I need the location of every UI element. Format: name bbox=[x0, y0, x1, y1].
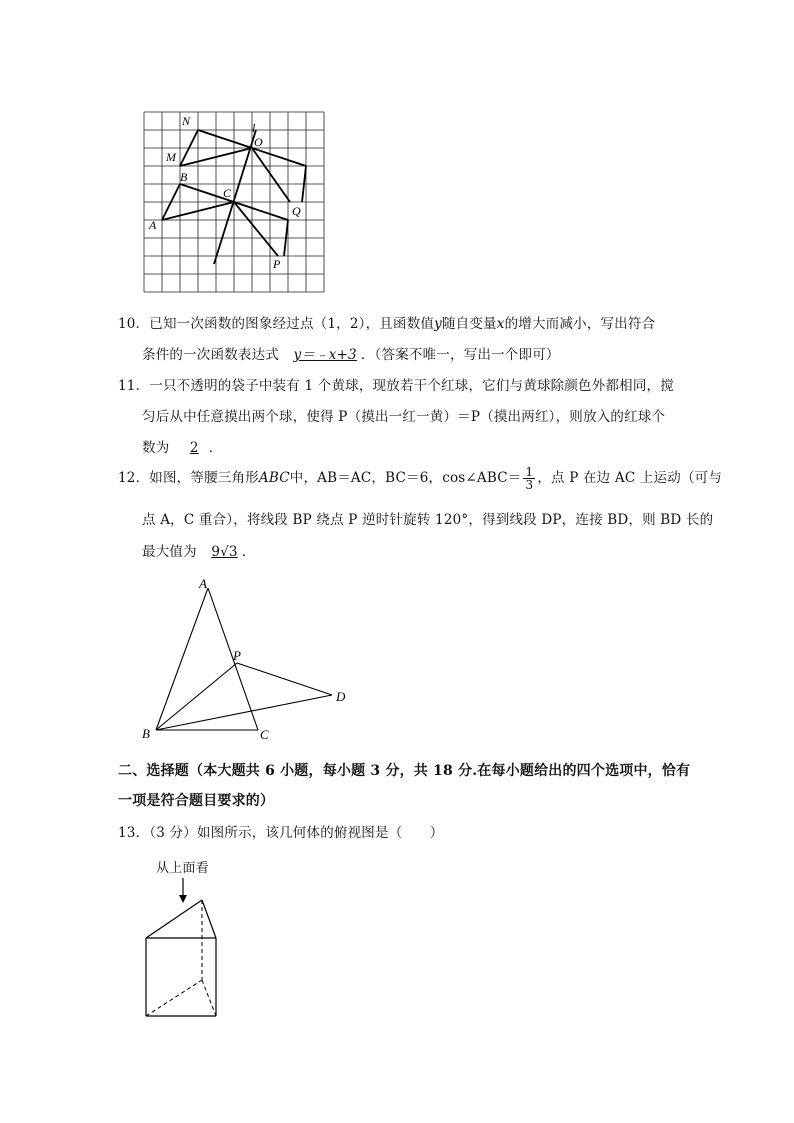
q11-line2: 匀后从中任意摸出两个球，使得 P（摸出一红一黄）＝P（摸出两红），则放入的红球个 bbox=[142, 409, 666, 425]
grid-figure bbox=[140, 108, 330, 294]
prism-figure bbox=[140, 876, 230, 1024]
label-C: C bbox=[260, 727, 269, 742]
label-D: D bbox=[336, 689, 346, 704]
triangle-segments bbox=[156, 588, 332, 730]
cos-fraction: $\frac{1}{3}$ bbox=[525, 465, 534, 492]
view-label: 从上面看 bbox=[156, 861, 209, 876]
label-P: P bbox=[233, 648, 241, 663]
label-M: M bbox=[166, 150, 176, 164]
q11-line3: 数为 2 ． bbox=[142, 440, 223, 456]
label-O: O bbox=[254, 135, 263, 149]
q11-answer: 2 bbox=[189, 440, 199, 456]
label-Q: Q bbox=[292, 204, 301, 218]
q13-text: 13．（3 分）如图所示，该几何体的俯视图是（ ） bbox=[118, 825, 444, 841]
label-l: l bbox=[252, 121, 256, 135]
label-N: N bbox=[182, 114, 191, 128]
q12-line3: 最大值为 9√3 ． bbox=[142, 544, 256, 560]
label-P: P bbox=[273, 257, 281, 271]
q12-line1: 12．如图，等腰三角形ABC中，AB＝AC，BC＝6，cos∠ABC＝ $\frac{1}{3}$ ，点 P 在边 AC 上运动（可与 bbox=[118, 465, 723, 492]
q11-line1: 11．一只不透明的袋子中装有 1 个黄球，现放若干个红球，它们与黄球除颜色外都相同，搅 bbox=[118, 378, 674, 394]
q12-answer: 9√3 bbox=[211, 544, 238, 560]
label-C: C bbox=[223, 186, 232, 200]
label-B: B bbox=[142, 726, 150, 741]
q10-line1: 10．已知一次函数的图象经过点（1，2），且函数值y随自变量x的增大而减小，写出符合 bbox=[118, 316, 656, 332]
q10-answer: y＝﹣x+3 bbox=[293, 347, 357, 363]
q10-line2: 条件的一次函数表达式 y＝﹣x+3 ．（答案不唯一，写出一个即可） bbox=[142, 347, 560, 363]
label-A: A bbox=[149, 218, 157, 232]
triangle-figure bbox=[136, 574, 356, 746]
arrow-head-icon bbox=[179, 895, 187, 903]
prism-hidden-edges bbox=[146, 900, 216, 1016]
section2-heading-line1: 二、选择题（本大题共 6 小题，每小题 3 分，共 18 分.在每小题给出的四个选项中，恰有 bbox=[118, 763, 691, 779]
q12-line2: 点 A，C 重合），将线段 BP 绕点 P 逆时针旋转 120°，得到线段 DP，连接 BD，则 BD 长的 bbox=[142, 512, 714, 528]
prism-edges bbox=[146, 900, 216, 1016]
label-B: B bbox=[180, 170, 188, 184]
label-A: A bbox=[199, 576, 207, 591]
section2-heading-line2: 一项是符合题目要求的） bbox=[118, 793, 275, 809]
